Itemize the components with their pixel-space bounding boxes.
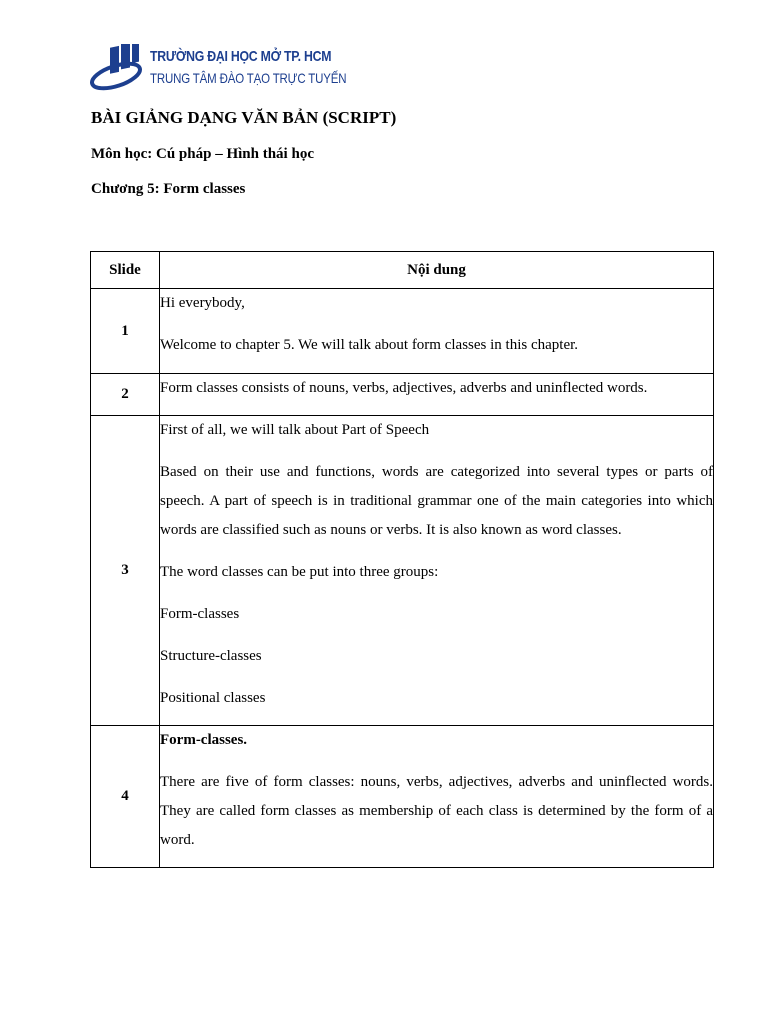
slide-number: 3 — [91, 416, 160, 726]
table-row — [91, 289, 714, 374]
paragraph: Welcome to chapter 5. We will talk about form classes in this chapter. — [160, 337, 579, 353]
script-table — [90, 251, 714, 868]
paragraph: Based on their use and functions, words are categorized into several types or parts of speech. A part of speech is in traditional grammar one of the main categories into which words are classified such as nouns or verbs. It is also known as word classes. — [160, 464, 713, 538]
document-chapter: Chương 5: Form classes — [91, 181, 246, 197]
table-row — [91, 726, 714, 868]
list-item: Positional classes — [160, 690, 266, 706]
slide-number: 2 — [91, 374, 160, 416]
document-title: BÀI GIẢNG DẠNG VĂN BẢN (SCRIPT) — [91, 108, 397, 127]
list-item: Structure-classes — [160, 648, 262, 664]
table-header-row — [91, 252, 714, 289]
logo-center-name: TRUNG TÂM ĐÀO TẠO TRỰC TUYẾN — [150, 70, 347, 86]
slide-content — [160, 374, 714, 416]
book-globe-icon — [90, 44, 150, 96]
section-heading: Form-classes. — [160, 732, 248, 748]
university-logo — [90, 44, 347, 96]
slide-content — [160, 416, 714, 726]
slide-number: 1 — [91, 289, 160, 374]
logo-university-name: TRƯỜNG ĐẠI HỌC MỞ TP. HCM — [150, 48, 332, 65]
header-slide: Slide — [91, 252, 160, 289]
table-row — [91, 416, 714, 726]
paragraph: First of all, we will talk about Part of Speech — [160, 422, 430, 438]
slide-content — [160, 726, 714, 868]
slide-number: 4 — [91, 726, 160, 868]
paragraph: The word classes can be put into three groups: — [160, 564, 439, 580]
slide-content — [160, 289, 714, 374]
table-row — [91, 374, 714, 416]
paragraph: Form classes consists of nouns, verbs, adjectives, adverbs and uninflected words. — [160, 380, 648, 396]
document-subject: Môn học: Cú pháp – Hình thái học — [91, 146, 314, 162]
paragraph: There are five of form classes: nouns, verbs, adjectives, adverbs and uninflected words. They are called form classes as membership of each class is determined by the form of a word. — [160, 774, 713, 848]
paragraph: Hi everybody, — [160, 295, 245, 311]
list-item: Form-classes — [160, 606, 240, 622]
header-content: Nội dung — [160, 252, 714, 289]
